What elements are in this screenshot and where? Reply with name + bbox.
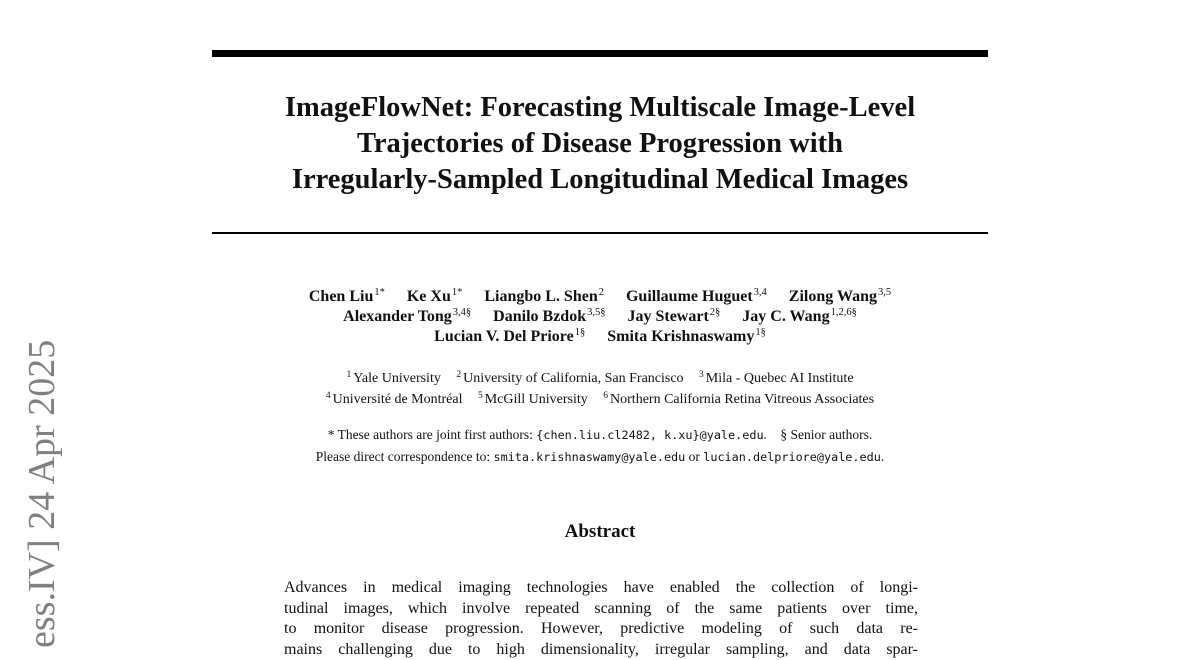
affiliation: $^2$ University of California, San Francisco xyxy=(456,368,683,389)
affiliation-line xyxy=(212,389,988,410)
joint-author-note: * These authors are joint first authors: {chen.liu.cl2482, k.xu}@yale.edu. § Senior authors. xyxy=(212,424,988,446)
affiliation: $^5$ McGill University xyxy=(478,389,588,410)
correspondence-email: smita.krishnaswamy@yale.edu xyxy=(493,450,685,464)
author: Chen Liu$^{1*}$ xyxy=(309,287,385,307)
paper-title xyxy=(212,90,988,198)
author: Ke $Xu^{1*}$ xyxy=(407,287,463,307)
affiliation-line xyxy=(212,368,988,389)
affiliation: $^1$ Yale University xyxy=(346,368,440,389)
author: Liangbo L. Shen$^2$ xyxy=(484,287,604,307)
title-line: ImageFlowNet: Forecasting Multiscale Image-Level xyxy=(212,90,988,126)
author-line xyxy=(212,307,988,327)
title-line: Irregularly-Sampled Longitudinal Medical Images xyxy=(212,162,988,198)
title-line: Trajectories of Disease Progression with xyxy=(212,126,988,162)
abstract-heading: Abstract xyxy=(212,520,988,544)
senior-author-note: § Senior authors. xyxy=(780,427,872,442)
correspondence-email: lucian.delpriore@yale.edu xyxy=(703,450,881,464)
author: Danilo Bzdok$^{3,5\S}$ xyxy=(493,307,605,327)
affiliation: $^4$ Université de Montréal xyxy=(326,389,463,410)
abstract-line: tudinal images, which involve repeated scanning of the same patients over time, xyxy=(284,599,918,620)
author: Smita Krishnaswamy$^{1\S}$ xyxy=(607,327,766,347)
author: Alexander Tong$^{3,4\S}$ xyxy=(343,307,471,327)
top-rule xyxy=(212,50,988,57)
affiliation: $^6$ Northern California Retina Vitreous Associates xyxy=(603,389,874,410)
abstract-line: to monitor disease progression. However, predictive modeling of such data re- xyxy=(284,619,918,640)
abstract-line: Advances in medical imaging technologies have enabled the collection of longi- xyxy=(284,578,918,599)
title-bottom-rule xyxy=(212,232,988,234)
abstract-line: mains challenging due to high dimensionality, irregular sampling, and data spar- xyxy=(284,640,918,660)
author: Lucian V. Del Priore$^{1\S}$ xyxy=(434,327,585,347)
affiliation-list xyxy=(212,368,988,410)
joint-author-emails: {chen.liu.cl2482, k.xu}@yale.edu xyxy=(536,428,763,442)
author: Jay Stewart$^{2\S}$ xyxy=(627,307,720,327)
author: Zilong Wang$^{3,5}$ xyxy=(789,287,891,307)
author: Jay C. Wang$^{1,2,6\S}$ xyxy=(742,307,857,327)
affiliation: $^3$ Mila - Quebec AI Institute xyxy=(699,368,854,389)
correspondence-note: Please direct correspondence to: smita.krishnaswamy@yale.edu or lucian.delpriore@yale.edu. xyxy=(212,446,988,468)
author-list xyxy=(212,287,988,347)
author-notes xyxy=(212,424,988,468)
author-line xyxy=(212,287,988,307)
author: Guillaume Huguet$^{3,4}$ xyxy=(626,287,767,307)
author-line xyxy=(212,327,988,347)
arxiv-side-stamp: ess.IV] 24 Apr 2025 xyxy=(20,248,64,648)
